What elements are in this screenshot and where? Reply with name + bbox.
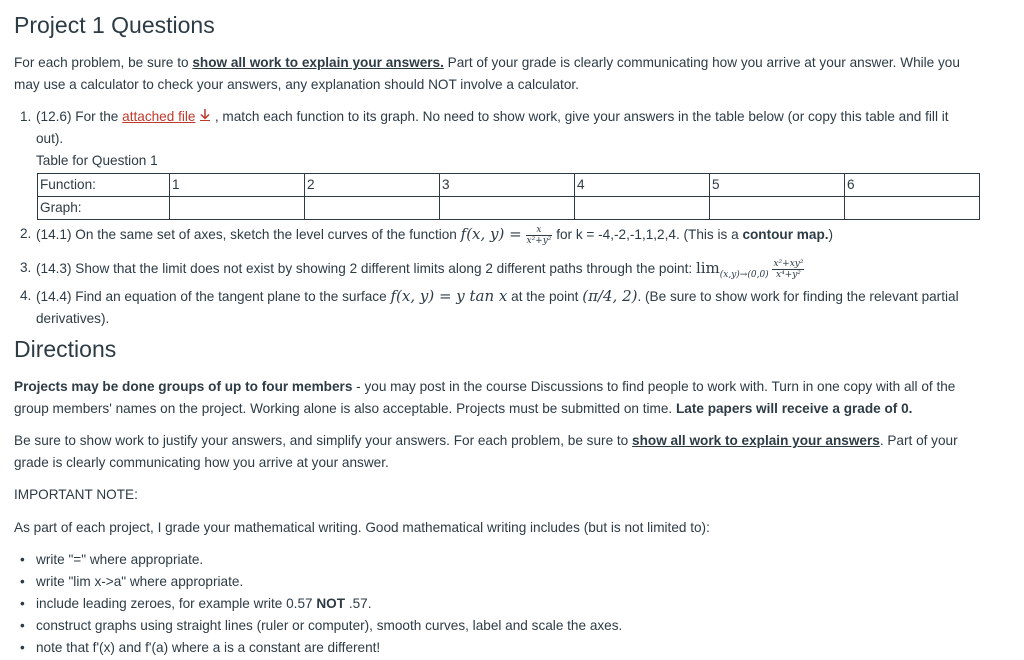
page-title: Project 1 Questions bbox=[14, 12, 215, 38]
note-3-text: include leading zeroes, for example write 0.57 bbox=[36, 596, 317, 611]
function-cell: 2 bbox=[305, 174, 440, 197]
function-cell: 6 bbox=[845, 174, 980, 197]
question-4-pre: (14.4) Find an equation of the tangent plane to the surface bbox=[36, 289, 391, 304]
important-note-heading: IMPORTANT NOTE: bbox=[14, 487, 138, 502]
directions-p1-rest: - you may post in the course Discussions to find people to work with. Turn in one copy with all of the bbox=[352, 379, 956, 394]
directions-paragraph-3: As part of each project, I grade your mathematical writing. Good mathematical writing includes (but is not limited to): bbox=[14, 520, 710, 535]
question-list bbox=[14, 106, 1004, 172]
fraction-denominator: x⁴+y² bbox=[776, 269, 801, 280]
limit-subscript: (x,y)→(0,0) bbox=[719, 270, 769, 280]
graph-cell bbox=[845, 197, 980, 220]
download-icon[interactable] bbox=[199, 109, 215, 124]
question-list-2 bbox=[14, 223, 1004, 246]
list-item bbox=[14, 593, 1004, 615]
fraction-numerator: x bbox=[526, 225, 553, 236]
intro-emphasis: show all work to explain your answers. bbox=[192, 55, 444, 70]
question-1-table bbox=[37, 173, 980, 220]
directions-p1-bold: Projects may be done groups of up to four members bbox=[14, 379, 353, 394]
question-2-close: ) bbox=[828, 227, 834, 242]
question-3 bbox=[14, 257, 1004, 286]
directions-paragraph-1 bbox=[14, 376, 1004, 420]
intro-prefix: For each problem, be sure to bbox=[14, 55, 193, 70]
question-2-number: 2. bbox=[20, 226, 32, 241]
graph-cell bbox=[440, 197, 575, 220]
question-list-4 bbox=[14, 285, 1004, 330]
note-3-bold: NOT bbox=[316, 596, 346, 611]
question-3-text: (14.3) Show that the limit does not exist by showing 2 different limits along 2 different paths through the point: bbox=[36, 261, 696, 276]
question-list-3 bbox=[14, 257, 1004, 286]
row-label-function: Function: bbox=[38, 174, 170, 197]
function-cell: 3 bbox=[440, 174, 575, 197]
question-1 bbox=[14, 106, 1004, 172]
late-papers-warning: Late papers will receive a grade of 0. bbox=[675, 401, 913, 416]
question-2 bbox=[14, 223, 1004, 246]
limit-symbol: lim bbox=[695, 259, 720, 277]
attached-file-link[interactable]: attached file bbox=[122, 109, 196, 124]
question-2-post: for k = -4,-2,-1,1,2,4. (This is a bbox=[552, 227, 743, 242]
list-item: • write "lim x->a" where appropriate. bbox=[14, 571, 1004, 593]
contour-map-label: contour map. bbox=[742, 227, 829, 242]
list-item: • construct graphs using straight lines (ruler or computer), smooth curves, label and scale the axes. bbox=[14, 615, 1004, 637]
question-3-number: 3. bbox=[20, 260, 32, 275]
intro-line2: may use a calculator to check your answers, any explanation should NOT involve a calculator. bbox=[14, 77, 579, 92]
table-row-function bbox=[38, 174, 980, 197]
question-1-post: , match each function to its graph. No need to show work, give your answers in the table below (or copy this table and fill it bbox=[214, 109, 949, 124]
directions-p2-rest: . Part of your bbox=[879, 433, 958, 448]
graph-cell bbox=[575, 197, 710, 220]
graph-cell bbox=[305, 197, 440, 220]
directions-heading: Directions bbox=[14, 336, 117, 362]
question-4-point: (π/4, 2) bbox=[582, 287, 638, 305]
fraction-numerator: x²+xy² bbox=[773, 258, 804, 269]
intro-line1-rest: Part of your grade is clearly communicating how you arrive at your answer. While you bbox=[443, 55, 960, 70]
question-1-number: 1. bbox=[20, 109, 32, 124]
question-2-pre: (14.1) On the same set of axes, sketch the level curves of the function bbox=[36, 227, 461, 242]
writing-notes-list bbox=[14, 549, 1004, 659]
question-4-number: 4. bbox=[20, 288, 32, 303]
question-4-function: f(x, y) = y tan x bbox=[390, 287, 508, 305]
question-4-post2: derivatives). bbox=[36, 311, 110, 326]
directions-p2-line2: grade is clearly communicating how you arrive at your answer. bbox=[14, 455, 389, 470]
list-item: • note that f'(x) and f'(a) where a is a constant are different! bbox=[14, 637, 1004, 659]
directions-p2-pre: Be sure to show work to justify your answers, and simplify your answers. For each problem, be sure to bbox=[14, 433, 633, 448]
fraction-denominator: x²+y² bbox=[526, 235, 552, 246]
graph-cell bbox=[170, 197, 305, 220]
intro-paragraph bbox=[14, 52, 1004, 96]
question-4 bbox=[14, 285, 1004, 330]
question-2-math: f(x, y) = bbox=[460, 225, 522, 243]
table-caption: Table for Question 1 bbox=[36, 153, 158, 168]
question-1-post2: out). bbox=[36, 131, 64, 146]
question-3-fraction bbox=[772, 259, 804, 280]
function-cell: 5 bbox=[710, 174, 845, 197]
question-2-fraction bbox=[526, 225, 553, 246]
function-cell: 1 bbox=[170, 174, 305, 197]
directions-paragraph-2 bbox=[14, 430, 1004, 474]
directions-p1-line2: group members' names on the project. Working alone is also acceptable. Projects must be submitted on time. bbox=[14, 401, 676, 416]
function-cell: 4 bbox=[575, 174, 710, 197]
note-3-tail: .57. bbox=[345, 596, 372, 611]
question-4-post: . (Be sure to show work for finding the relevant partial bbox=[637, 289, 959, 304]
list-item: • write "=" where appropriate. bbox=[14, 549, 1004, 571]
table-row-graph bbox=[38, 197, 980, 220]
graph-cell bbox=[710, 197, 845, 220]
row-label-graph: Graph: bbox=[38, 197, 170, 220]
question-4-mid: at the point bbox=[507, 289, 583, 304]
question-1-pre: (12.6) For the bbox=[36, 109, 123, 124]
directions-p2-emphasis: show all work to explain your answers bbox=[632, 433, 880, 448]
